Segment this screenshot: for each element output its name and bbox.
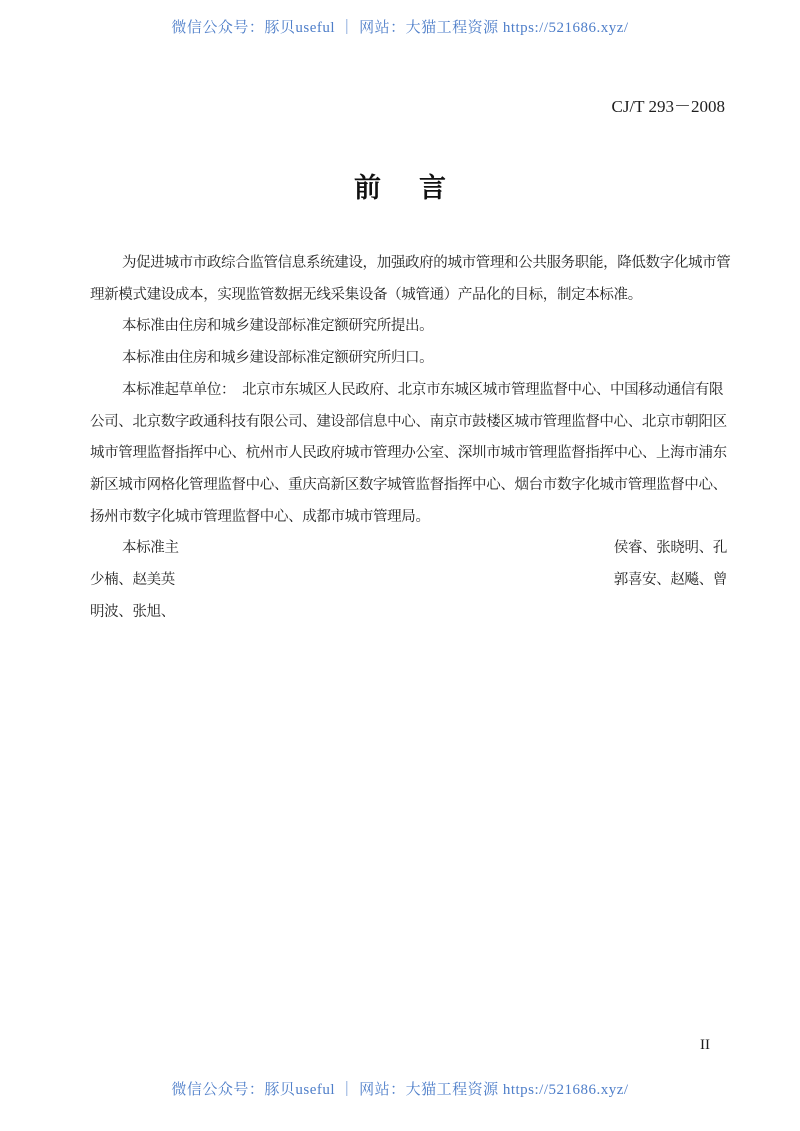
drafters-right-text: 侯睿、张晓明、孔: [613, 540, 727, 557]
standard-code: CJ/T 293－2008: [611, 97, 725, 116]
page-title-char-2: 言: [419, 173, 446, 203]
drafters-left-text: 本标准主: [122, 540, 179, 557]
foreword-line: 本标准由住房和城乡建设部标准定额研究所归口。: [122, 350, 434, 367]
foreword-line: 公司、北京数字政通科技有限公司、建设部信息中心、南京市鼓楼区城市管理监督中心、北京市朝阳区: [90, 413, 727, 430]
site-banner-bottom-text[interactable]: 微信公众号：豚贝useful ｜ 网站：大猫工程资源 https://521686.xyz/: [171, 1082, 629, 1098]
drafters-row: [90, 565, 727, 597]
foreword-line: 为促进城市市政综合监管信息系统建设，加强政府的城市管理和公共服务职能，降低数字化城市管: [122, 255, 731, 271]
site-banner-bottom: [0, 1078, 800, 1099]
foreword-line: 理新模式建设成本，实现监管数据无线采集设备（城管通）产品化的目标，制定本标准。: [90, 286, 642, 303]
drafters-row: [90, 533, 727, 565]
site-banner-top: [0, 16, 800, 37]
page-title-char-1: 前: [354, 173, 381, 203]
site-banner-top-text[interactable]: 微信公众号：豚贝useful ｜ 网站：大猫工程资源 https://521686.xyz/: [171, 20, 629, 36]
drafters-left-text: 少楠、赵美英: [90, 572, 175, 589]
foreword-body: [90, 248, 731, 628]
drafters-row: [90, 597, 727, 629]
foreword-line: 城市管理监督指挥中心、杭州市人民政府城市管理办公室、深圳市城市管理监督指挥中心、上海市浦东: [90, 445, 727, 462]
foreword-line: 新区城市网格化管理监督中心、重庆高新区数字城管监督指挥中心、烟台市数字化城市管理监督中心、: [90, 476, 727, 493]
foreword-line: 扬州市数字化城市管理监督中心、成都市城市管理局。: [90, 508, 430, 525]
drafters-right-text: 郭喜安、赵飚、曾: [613, 572, 727, 589]
foreword-line: 本标准起草单位： 北京市东城区人民政府、北京市东城区城市管理监督中心、中国移动通信有限: [122, 381, 724, 398]
drafters-left-text: 明波、张旭、: [90, 603, 175, 620]
page-number: II: [700, 1037, 710, 1053]
page-title: [0, 166, 800, 205]
foreword-line: 本标准由住房和城乡建设部标准定额研究所提出。: [122, 318, 434, 335]
